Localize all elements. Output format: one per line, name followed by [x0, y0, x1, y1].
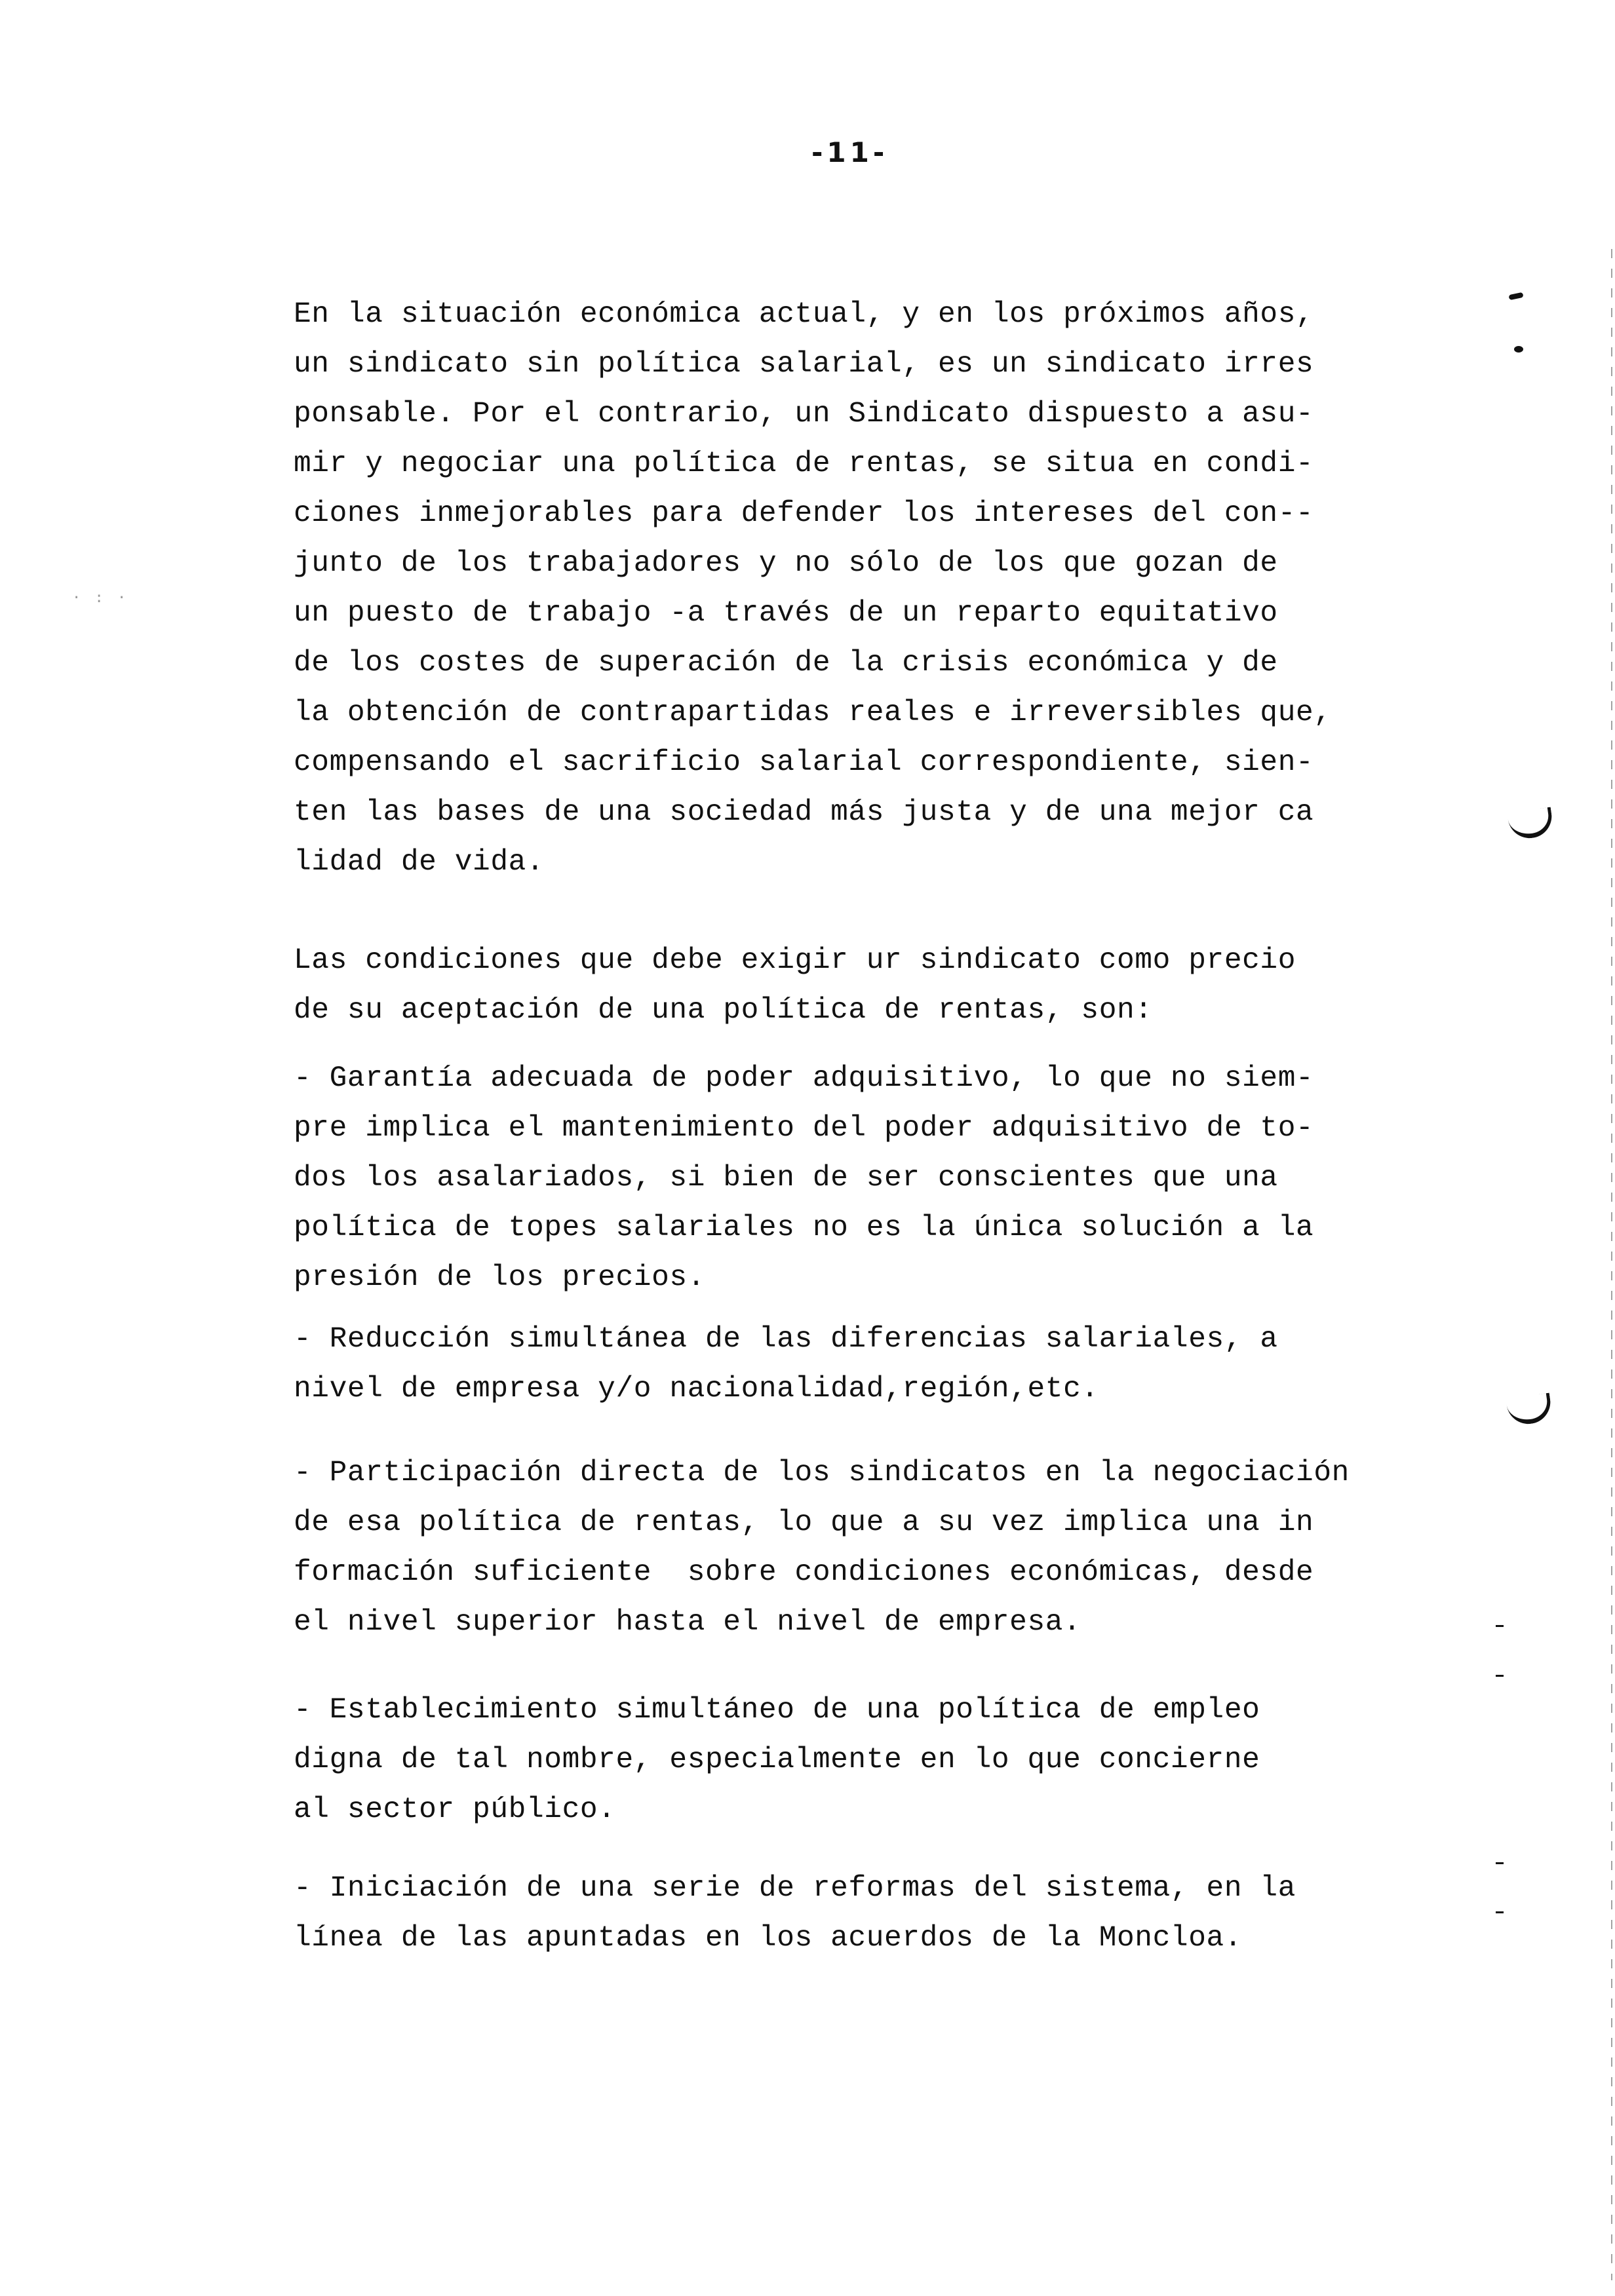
text-line: ciones inmejorables para defender los intereses del con-- [294, 497, 1314, 530]
text-line: de esa política de rentas, lo que a su vez implica una in [294, 1506, 1314, 1539]
condition-item [294, 1448, 1473, 1647]
text-line: mir y negociar una política de rentas, se situa en condi- [294, 448, 1314, 480]
condition-item [294, 1685, 1473, 1835]
scan-speckle-icon: · : · [72, 590, 129, 606]
text-line: política de topes salariales no es la única solución a la [294, 1212, 1314, 1244]
text-line: línea de las apuntadas en los acuerdos de la Moncloa. [294, 1922, 1243, 1955]
text-line: un sindicato sin política salarial, es un sindicato irres [294, 348, 1314, 381]
text-line: compensando el sacrificio salarial correspondiente, sien- [294, 746, 1314, 779]
margin-dash-icon [1496, 1675, 1504, 1677]
text-line: de los costes de superación de la crisis económica y de [294, 647, 1278, 679]
text-line: formación suficiente sobre condiciones económicas, desde [294, 1556, 1314, 1589]
text-line: digna de tal nombre, especialmente en lo que concierne [294, 1744, 1260, 1776]
text-line: ponsable. Por el contrario, un Sindicato dispuesto a asu- [294, 398, 1314, 430]
condition-item [294, 1864, 1473, 1963]
text-line: pre implica el mantenimiento del poder adquisitivo de to- [294, 1112, 1314, 1145]
margin-dash-icon [1496, 1862, 1504, 1864]
text-line: presión de los precios. [294, 1261, 705, 1294]
text-line: - Reducción simultánea de las diferencias salariales, a [294, 1323, 1278, 1356]
text-line: el nivel superior hasta el nivel de empresa. [294, 1606, 1081, 1639]
margin-dash-icon [1496, 1625, 1504, 1627]
margin-mark-icon [1514, 346, 1523, 353]
margin-dash-icon [1496, 1911, 1504, 1913]
paragraph-intro [294, 290, 1473, 887]
margin-arc-icon [1506, 1393, 1553, 1427]
text-line: junto de los trabajadores y no sólo de los que gozan de [294, 547, 1278, 580]
text-line: ten las bases de una sociedad más justa y de una mejor ca [294, 796, 1314, 829]
text-line: la obtención de contrapartidas reales e irreversibles que, [294, 697, 1332, 729]
text-line: al sector público. [294, 1793, 616, 1826]
page-edge-icon [1611, 249, 1612, 2280]
text-line: lidad de vida. [294, 846, 545, 879]
condition-item [294, 1054, 1473, 1303]
text-line: un puesto de trabajo -a través de un reparto equitativo [294, 597, 1278, 630]
text-line: - Participación directa de los sindicatos en la negociación [294, 1457, 1350, 1489]
text-line: de su aceptación de una política de rentas, son: [294, 994, 1153, 1027]
margin-mark-icon [1508, 292, 1523, 300]
text-line: nivel de empresa y/o nacionalidad,región,etc. [294, 1373, 1099, 1406]
text-line: dos los asalariados, si bien de ser conscientes que una [294, 1162, 1278, 1195]
text-line: Las condiciones que debe exigir ur sindicato como precio [294, 944, 1296, 977]
margin-arc-icon [1507, 807, 1554, 841]
condition-item [294, 1314, 1473, 1414]
text-line: En la situación económica actual, y en los próximos años, [294, 298, 1314, 331]
text-line: - Iniciación de una serie de reformas del sistema, en la [294, 1872, 1296, 1905]
paragraph-conditions-intro [294, 936, 1473, 1035]
text-line: - Garantía adecuada de poder adquisitivo, lo que no siem- [294, 1062, 1314, 1095]
text-line: - Establecimiento simultáneo de una política de empleo [294, 1694, 1260, 1727]
page-number: -11- [811, 136, 889, 168]
